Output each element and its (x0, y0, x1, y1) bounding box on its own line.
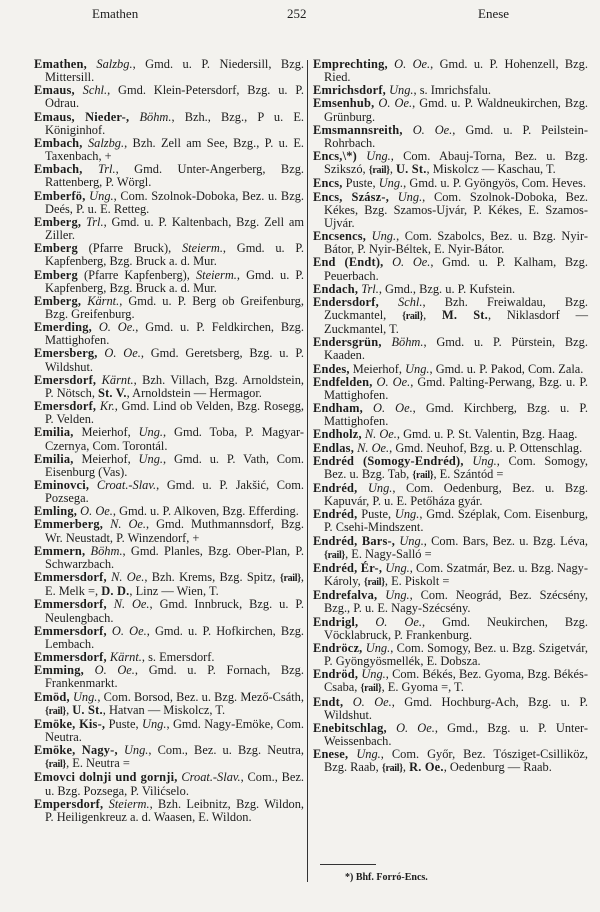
entry-region: Ung. (138, 451, 163, 466)
entry-region: Steierm. (108, 796, 150, 811)
entry-abbreviation: M. St. (442, 307, 488, 322)
gazetteer-entry: Endham, O. Oe., Gmd. Kirchberg, Bzg. u. P. Mattighofen. (313, 401, 588, 429)
entry-headword: Encs, (313, 176, 343, 191)
gazetteer-entry: Endersgrün, Böhm., Gmd. u. P. Pürstein, Bzg. Kaaden. (313, 335, 588, 363)
entry-headword: Encsencs, (313, 229, 367, 244)
gazetteer-entry: Emilia, Meierhof, Ung., Gmd. Toba, P. Magyar-Czernya, Com. Torontál. (34, 425, 304, 453)
railway-station-icon: {rail} (402, 310, 424, 322)
entry-region: O. Oe. (80, 504, 113, 519)
gazetteer-entry: Emberg, Kärnt., Gmd. u. P. Berg ob Greifenburg, Bzg. Greifenburg. (34, 293, 304, 321)
entry-region: Kärnt. (101, 372, 134, 387)
entry-headword: Enebitschlag, (313, 720, 387, 735)
right-column (313, 58, 588, 775)
entry-abbreviation: St. V. (98, 385, 127, 400)
entry-headword: Emberfö, (34, 188, 86, 203)
entry-headword: Emsmannsreith, (313, 122, 403, 137)
entry-headword: Endréd, (313, 507, 358, 522)
entry-region: Schl. (398, 294, 423, 309)
gazetteer-entry: Eminovci, Croat.-Slav., Gmd. u. P. Jakšić, Com. Pozsega. (34, 478, 304, 506)
entry-headword: Emerding, (34, 320, 92, 335)
gazetteer-entry: Endréd, Ung., Com. Oedenburg, Bez. u. Bzg. Kapuvár, P. u. E. Petőháza gyár. (313, 481, 588, 509)
entry-region: O. Oe. (94, 663, 135, 678)
gazetteer-entry: Endersdorf, Schl., Bzh. Freiwaldau, Bzg. Zuckmantel, {rail}, M. St., Niklasdorf — Zuckmantel, T. (313, 294, 588, 337)
entry-region: Trl. (361, 281, 379, 296)
railway-station-icon: {rail} (381, 763, 403, 775)
entry-headword: End (Endt), (313, 255, 384, 270)
entry-headword: Endham, (313, 401, 363, 416)
entry-region: Steierm. (181, 241, 223, 256)
footnote: *) Bhf. Forró-Encs. (345, 872, 428, 883)
entry-region: Ung. (397, 189, 423, 204)
gazetteer-entry: Emberg (Pfarre Bruck), Steierm., Gmd. u. P. Kapfenberg, Bzg. Bruck a. d. Mur. (34, 241, 304, 269)
gazetteer-entry: End (Endt), O. Oe., Gmd. u. P. Kalham, Bzg. Peuerbach. (313, 255, 588, 283)
page-number: 252 (287, 6, 307, 21)
entry-headword: Emling, (34, 504, 78, 519)
entry-headword: Embach, (34, 135, 83, 150)
left-column (34, 58, 304, 824)
gazetteer-entry: Emersdorf, Kr., Gmd. Lind ob Velden, Bzg. Rosegg, P. Velden. (34, 399, 304, 427)
entry-headword: Emberg (34, 267, 78, 282)
entry-region: O. Oe. (98, 320, 136, 335)
entry-region: Böhm. (90, 543, 123, 558)
entry-region: N. Oe. (364, 427, 397, 442)
gazetteer-entry: Emaus, Schl., Gmd. Klein-Petersdorf, Bzg. u. P. Odrau. (34, 83, 304, 111)
railway-station-icon: {rail} (279, 573, 301, 585)
entry-region: N. Oe. (113, 597, 150, 612)
entry-region: Ung. (378, 176, 404, 191)
entry-region: Croat.-Slav. (96, 478, 157, 492)
entry-region: Ung. (366, 149, 391, 164)
gazetteer-entry: Encsencs, Ung., Com. Szabolcs, Bez. u. Bzg. Nyir-Bátor, P. Nyir-Béltek, E. Nyir-Bátor. (313, 229, 588, 257)
entry-abbreviation: U. St. (72, 702, 103, 717)
entry-region: Ung. (72, 689, 98, 704)
gazetteer-entry: Emmersdorf, O. Oe., Gmd. u. P. Hofkirchen, Bzg. Lembach. (34, 623, 304, 651)
gazetteer-entry: Empersdorf, Steierm., Bzh. Leibnitz, Bzg. Wildon, P. Heiligenkreuz a. d. Waasen, E. Wildon. (34, 796, 304, 824)
entry-region: Ung. (385, 560, 410, 575)
entry-region: O. Oe. (394, 57, 431, 71)
entry-headword: Emathen, (34, 57, 87, 71)
running-head-right: Enese (478, 6, 510, 21)
entry-headword: Endrigl, (313, 614, 359, 629)
gazetteer-entry: Emersberg, O. Oe., Gmd. Geretsberg, Bzg. u. P. Wildshut. (34, 346, 304, 374)
entry-region: O. Oe. (111, 623, 147, 638)
gazetteer-entry: Emersdorf, Kärnt., Bzh. Villach, Bzg. Arnoldstein, P. Nötsch, St. V., Arnoldstein — Hermagor. (34, 372, 304, 400)
railway-station-icon: {rail} (368, 165, 390, 177)
entry-headword: Embach, (34, 162, 83, 177)
entry-headword: Emprechting, (313, 57, 388, 71)
entry-headword: Eminovci, (34, 478, 90, 492)
railway-station-icon: {rail} (412, 469, 434, 481)
entry-region: Böhm. (139, 109, 172, 124)
gazetteer-entry: Endt, O. Oe., Gmd. Hochburg-Ach, Bzg. u. P. Wildshut. (313, 694, 588, 722)
gazetteer-entry: Endrigl, O. Oe., Gmd. Neukirchen, Bzg. Vöcklabruck, P. Frankenburg. (313, 614, 588, 642)
entry-region: Trl. (86, 214, 104, 229)
entry-headword: Endréd, Bars-, (313, 533, 396, 548)
entry-headword: Endrefalva, (313, 588, 378, 603)
gazetteer-entry: Emsmannsreith, O. Oe., Gmd. u. P. Peilstein-Rohrbach. (313, 122, 588, 150)
entry-headword: Emmern, (34, 543, 86, 558)
gazetteer-entry: Emrichsdorf, Ung., s. Imrichsfalu. (313, 83, 491, 98)
entry-headword: Emaus, Nieder-, (34, 109, 130, 124)
gazetteer-entry: Emathen, Salzbg., Gmd. u. P. Niedersill, Bzg. Mittersill. (34, 57, 304, 85)
gazetteer-entry: Emmerberg, N. Oe., Gmd. Muthmannsdorf, Bzg. Wr. Neustadt, P. Winzendorf, + (34, 517, 304, 545)
gazetteer-entry: Encs,\*) Ung., Com. Abauj-Torna, Bez. u. Bzg. Szikszó, {rail}, U. St., Miskolcz — Kaschau, T. (313, 149, 588, 177)
entry-region: O. Oe. (378, 96, 413, 111)
gazetteer-entry: Emaus, Nieder-, Böhm., Bzh., Bzg., P u. E. Königinhof. (34, 109, 304, 137)
entry-headword: Endt, (313, 694, 344, 709)
entry-headword: Endersgrün, (313, 335, 382, 350)
entry-headword: Emersdorf, (34, 399, 97, 414)
entry-headword: Endfelden, (313, 374, 373, 389)
entry-region: Ung. (405, 361, 430, 376)
entry-headword: Endlas, (313, 440, 355, 455)
entry-headword: Emersdorf, (34, 372, 97, 387)
entry-region: Ung. (138, 425, 164, 440)
entry-region: Ung. (123, 743, 149, 758)
gazetteer-entry: Emmersdorf, N. Oe., Bzh. Krems, Bzg. Spitz, {rail}, E. Melk =, D. D., Linz — Wien, T. (34, 570, 304, 599)
entry-region: O. Oe. (375, 614, 422, 629)
entry-region: Salzbg. (87, 135, 125, 150)
entry-headword: Emaus, (34, 83, 75, 98)
entry-region: Croat.-Slav. (181, 770, 241, 785)
gazetteer-entry: Emmersdorf, Kärnt., s. Emersdorf. (34, 650, 215, 665)
entry-headword: Emmersdorf, (34, 650, 107, 665)
entry-headword: Emberg, (34, 214, 82, 229)
entry-headword: Emilia, (34, 425, 74, 440)
column-divider (307, 60, 308, 882)
gazetteer-entry: Endlas, N. Oe., Gmd. Neuhof, Bzg. u. P. Ottenschlag. (313, 440, 583, 455)
entry-region: Ung. (367, 481, 393, 495)
entry-headword: Emöke, Nagy-, (34, 743, 118, 758)
entry-abbreviation: U. St. (396, 162, 427, 177)
gazetteer-entry: Endréd (Somogy-Endréd), Ung., Com. Somogy, Bez. u. Bzg. Tab, {rail}, E. Szántód = (313, 453, 588, 481)
entry-region: Steierm. (195, 267, 237, 282)
gazetteer-entry: Endes, Meierhof, Ung., Gmd. u. P. Pakod, Com. Zala. (313, 361, 584, 376)
railway-station-icon: {rail} (45, 759, 67, 771)
gazetteer-entry: Emöke, Kis-, Puste, Ung., Gmd. Nagy-Emöke, Com. Neutra. (34, 716, 304, 744)
gazetteer-entry: Emmern, Böhm., Gmd. Planles, Bzg. Ober-Plan, P. Schwarzbach. (34, 543, 304, 571)
entry-region: O. Oe. (376, 374, 411, 389)
gazetteer-entry: Emberfö, Ung., Com. Szolnok-Doboka, Bez. u. Bzg. Deés, P. u. E. Retteg. (34, 188, 304, 216)
gazetteer-entry: Endrefalva, Ung., Com. Neográd, Bez. Szécsény, Bzg., P. u. E. Nagy-Szécsény. (313, 588, 588, 616)
entry-region: O. Oe. (104, 346, 141, 361)
entry-abbreviation: R. Oe. (409, 760, 444, 775)
entry-headword: Endréd (Somogy-Endréd), (313, 453, 464, 468)
entry-region: Ung. (385, 588, 410, 603)
gazetteer-entry: Emsenhub, O. Oe., Gmd. u. P. Waldneukirchen, Bzg. Grünburg. (313, 96, 588, 124)
gazetteer-entry: Encs, Puste, Ung., Gmd. u. P. Gyöngyös, Com. Heves. (313, 176, 586, 191)
gazetteer-entry: Emilia, Meierhof, Ung., Gmd. u. P. Vath, Com. Eisenburg (Vas). (34, 451, 304, 479)
entry-region: Ung. (472, 453, 497, 468)
entry-region: Ung. (371, 229, 397, 244)
entry-headword: Endréd, (313, 481, 358, 495)
gazetteer-entry: Emling, O. Oe., Gmd. u. P. Alkoven, Bzg. Efferding. (34, 504, 299, 519)
entry-headword: Emöke, Kis-, (34, 716, 106, 731)
entry-region: Ung. (389, 83, 414, 98)
entry-headword: Emersberg, (34, 346, 98, 361)
railway-station-icon: {rail} (360, 683, 382, 695)
entry-headword: Encs, Szász-, (313, 189, 390, 204)
entry-headword: Endröd, (313, 667, 359, 682)
gazetteer-entry: Emöke, Nagy-, Ung., Com., Bez. u. Bzg. Neutra, {rail}, E. Neutra = (34, 743, 304, 771)
entry-region: Kärnt. (109, 650, 142, 665)
entry-region: N. Oe. (357, 440, 390, 455)
entry-headword: Endholz, (313, 427, 362, 442)
entry-region: Böhm. (391, 335, 424, 350)
gazetteer-entry: Endröd, Ung., Com. Békés, Bez. Gyoma, Bzg. Békés-Csaba, {rail}, E. Gyoma =, T. (313, 667, 588, 695)
entry-headword: Encs,\*) (313, 149, 357, 164)
entry-region: N. Oe. (111, 570, 145, 585)
entry-region: Ung. (399, 533, 424, 548)
gazetteer-entry: Emprechting, O. Oe., Gmd. u. P. Hohenzell, Bzg. Ried. (313, 57, 588, 85)
gazetteer-entry: Endröcz, Ung., Com. Somogy, Bez. u. Bzg. Szigetvár, P. Gyöngyösmellék, E. Dobsza. (313, 640, 588, 669)
entry-headword: Emovci dolnji und gornji, (34, 770, 178, 785)
entry-headword: Enese, (313, 747, 349, 762)
gazetteer-entry: Emmersdorf, N. Oe., Gmd. Innbruck, Bzg. u. P. Neulengbach. (34, 597, 304, 625)
entry-region: Ung. (361, 667, 386, 682)
gazetteer-entry: Endréd, Bars-, Ung., Com. Bars, Bez. u. Bzg. Léva, {rail}, E. Nagy-Salló = (313, 533, 588, 561)
entry-region: Ung. (142, 716, 167, 731)
entry-region: N. Oe. (110, 517, 146, 532)
railway-station-icon: {rail} (45, 705, 67, 717)
gazetteer-entry: Endfelden, O. Oe., Gmd. Palting-Perwang, Bzg. u. P. Mattighofen. (313, 374, 588, 402)
entry-headword: Endersdorf, (313, 294, 379, 309)
gazetteer-entry: Enese, Ung., Com. Győr, Bez. Tósziget-Csilliköz, Bzg. Raab, {rail}, R. Oe., Oedenburg — Raab. (313, 747, 588, 775)
running-head-left: Emathen (92, 6, 139, 21)
railway-station-icon: {rail} (363, 577, 385, 589)
entry-headword: Emberg (34, 241, 78, 256)
entry-region: Salzbg. (96, 57, 133, 71)
entry-headword: Emmersdorf, (34, 570, 107, 585)
gazetteer-entry: Endréd, Puste, Ung., Gmd. Széplak, Com. Eisenburg, P. Csehi-Mindszent. (313, 507, 588, 535)
entry-region: O. Oe. (352, 694, 392, 709)
gazetteer-entry: Embach, Salzbg., Bzh. Zell am See, Bzg., P. u. E. Taxenbach, + (34, 135, 304, 164)
entry-region: O. Oe. (396, 720, 435, 735)
entry-headword: Endröcz, (313, 640, 363, 655)
gazetteer-entry: Embach, Trl., Gmd. Unter-Angerberg, Bzg. Rattenberg, P. Wörgl. (34, 162, 304, 190)
gazetteer-entry: Enebitschlag, O. Oe., Gmd., Bzg. u. P. Unter-Weissenbach. (313, 720, 588, 748)
entry-headword: Emilia, (34, 451, 74, 466)
railway-station-icon: {rail} (324, 549, 346, 561)
entry-region: Trl. (98, 162, 116, 177)
gazetteer-entry: Emovci dolnji und gornji, Croat.-Slav., Com., Bez. u. Bzg. Pozsega, P. Vilićselo. (34, 770, 304, 798)
gazetteer-entry: Emming, O. Oe., Gmd. u. P. Fornach, Bzg. Frankenmarkt. (34, 663, 304, 691)
entry-headword: Emöd, (34, 689, 70, 704)
entry-abbreviation: D. D. (101, 584, 130, 599)
entry-region: O. Oe. (392, 255, 431, 270)
gazetteer-entry: Endach, Trl., Gmd., Bzg. u. P. Kufstein. (313, 281, 516, 296)
entry-headword: Emmerberg, (34, 517, 104, 532)
entry-headword: Emsenhub, (313, 96, 375, 111)
entry-region: Kr. (99, 399, 115, 414)
gazetteer-entry: Encs, Szász-, Ung., Com. Szolnok-Doboka, Bez. Kékes, Bzg. Szamos-Ujvár, P. Kékes, E. Szamos-Ujvár. (313, 189, 589, 230)
entry-headword: Emmersdorf, (34, 597, 107, 612)
entry-headword: Endes, (313, 361, 350, 376)
entry-headword: Emrichsdorf, (313, 83, 386, 98)
gazetteer-entry: Emberg, Trl., Gmd. u. P. Kaltenbach, Bzg. Zell am Ziller. (34, 214, 304, 243)
entry-region: Ung. (394, 507, 420, 522)
entry-region: O. Oe. (373, 401, 413, 416)
entry-region: Schl. (82, 83, 108, 98)
gazetteer-entry: Endholz, N. Oe., Gmd. u. P. St. Valentin, Bzg. Haag. (313, 427, 578, 442)
entry-region: O. Oe. (412, 122, 453, 137)
gazetteer-entry: Emerding, O. Oe., Gmd. u. P. Feldkirchen, Bzg. Mattighofen. (34, 320, 304, 348)
gazetteer-entry: Emberg (Pfarre Kapfenberg), Steierm., Gmd. u. P. Kapfenberg, Bzg. Bruck a. d. Mur. (34, 267, 304, 295)
gazetteer-entry: Endréd, Ér-, Ung., Com. Szatmár, Bez. u. Bzg. Nagy-Károly, {rail}, E. Piskolt = (313, 560, 588, 589)
entry-headword: Emmersdorf, (34, 623, 107, 638)
entry-region: Ung. (356, 747, 381, 762)
entry-headword: Endach, (313, 281, 359, 296)
entry-headword: Endréd, Ér-, (313, 560, 383, 575)
entry-region: Ung. (365, 640, 391, 655)
entry-region: Kärnt. (87, 293, 120, 308)
footnote-rule (320, 864, 376, 865)
gazetteer-entry: Emöd, Ung., Com. Borsod, Bez. u. Bzg. Mező-Csáth, {rail}, U. St., Hatvan — Miskolcz, T. (34, 689, 304, 717)
entry-headword: Empersdorf, (34, 796, 104, 811)
entry-headword: Emberg, (34, 293, 82, 308)
entry-headword: Emming, (34, 663, 84, 678)
entry-region: Ung. (89, 188, 114, 203)
